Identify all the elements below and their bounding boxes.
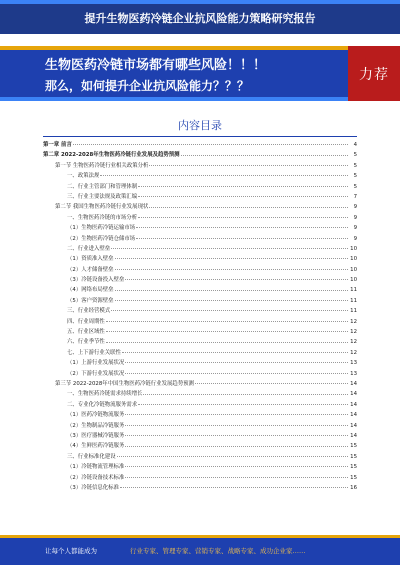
toc-page-number: 9 bbox=[353, 225, 357, 232]
toc-entry-text: （1）冷链物流管理标准 bbox=[67, 464, 125, 471]
toc-entry-text: 六、行业季节性 bbox=[67, 339, 105, 346]
toc-entry[interactable] bbox=[43, 400, 357, 410]
report-title: 提升生物医药冷链企业抗风险能力策略研究报告 bbox=[84, 12, 316, 25]
toc-entry[interactable] bbox=[43, 150, 357, 160]
toc-entry[interactable] bbox=[43, 462, 357, 472]
toc-page-number: 9 bbox=[353, 235, 357, 242]
toc-entry-text: （2）生物制品冷链服务 bbox=[67, 422, 125, 429]
toc-entry[interactable] bbox=[43, 473, 357, 483]
toc-entry-text: 三、行业主要法规及政策汇编 bbox=[67, 193, 138, 200]
toc-page-number: 11 bbox=[350, 308, 357, 315]
toc-leader-dots bbox=[111, 247, 348, 249]
toc-entry-text: （2）下游行业发展状况 bbox=[67, 370, 125, 377]
toc-leader-dots bbox=[125, 361, 348, 363]
toc-page-number: 16 bbox=[350, 484, 357, 491]
toc-entry[interactable] bbox=[43, 369, 357, 379]
toc-page-number: 15 bbox=[350, 443, 357, 450]
toc-entry[interactable] bbox=[43, 161, 357, 171]
toc-page-number: 10 bbox=[350, 256, 357, 263]
toc-entry[interactable] bbox=[43, 192, 357, 202]
toc-entry-text: （2）冷链设备技术标准 bbox=[67, 474, 125, 481]
toc-entry[interactable] bbox=[43, 431, 357, 441]
toc-leader-dots bbox=[120, 486, 348, 488]
toc-page-number: 14 bbox=[350, 380, 357, 387]
toc-entry-text: 第一节 生物医药冷链行业相关政策分析 bbox=[55, 162, 149, 169]
toc-page-number: 14 bbox=[350, 422, 357, 429]
toc-entry-text: 二、专业化冷链物流服务需求 bbox=[67, 401, 138, 408]
banner-gold-stripe bbox=[0, 46, 400, 50]
footer-bar bbox=[0, 535, 400, 565]
banner-subheadline: 那么，如何提升企业抗风险能力？？？ bbox=[45, 79, 250, 93]
toc-leader-dots bbox=[195, 382, 348, 384]
toc-page-number: 12 bbox=[350, 329, 357, 336]
toc-entry[interactable] bbox=[43, 213, 357, 223]
toc-entry[interactable] bbox=[43, 140, 357, 150]
toc-entry[interactable] bbox=[43, 410, 357, 420]
toc-page-number: 10 bbox=[350, 266, 357, 273]
toc-entry[interactable] bbox=[43, 254, 357, 264]
toc-leader-dots bbox=[106, 320, 348, 322]
toc-page-number: 14 bbox=[350, 391, 357, 398]
toc-leader-dots bbox=[125, 465, 348, 467]
toc-page-number: 13 bbox=[350, 360, 357, 367]
brand-badge: 力荐 bbox=[348, 46, 400, 101]
toc-divider bbox=[43, 136, 357, 137]
toc-entry[interactable] bbox=[43, 223, 357, 233]
toc-entry-text: （3）冷链信息化标准 bbox=[67, 484, 119, 491]
toc-entry[interactable] bbox=[43, 317, 357, 327]
toc-entry-text: 一、政策法规 bbox=[67, 173, 100, 180]
toc-page-number: 11 bbox=[350, 297, 357, 304]
toc-entry-text: 五、行业区域性 bbox=[67, 329, 105, 336]
toc-leader-dots bbox=[149, 164, 348, 166]
toc-page-number: 15 bbox=[350, 474, 357, 481]
toc-entry[interactable] bbox=[43, 285, 357, 295]
toc-page-number: 10 bbox=[350, 277, 357, 284]
toc-page-number: 12 bbox=[350, 349, 357, 356]
toc-entry-text: （1）生物医药冷链运输市场 bbox=[67, 225, 136, 232]
report-header-bar bbox=[0, 0, 400, 34]
toc-page-number: 12 bbox=[350, 318, 357, 325]
toc-entry[interactable] bbox=[43, 358, 357, 368]
toc-leader-dots bbox=[125, 278, 348, 280]
toc-entry-text: 一、生物医药冷链的市场分析 bbox=[67, 214, 138, 221]
toc-entry-text: 二、行业进入壁垒 bbox=[67, 245, 111, 252]
toc-leader-dots bbox=[115, 268, 348, 270]
toc-page-number: 7 bbox=[353, 193, 357, 200]
footer-gold-stripe bbox=[0, 535, 400, 538]
toc-leader-dots bbox=[136, 237, 348, 239]
toc-leader-dots bbox=[181, 154, 348, 156]
toc-leader-dots bbox=[125, 434, 348, 436]
toc-leader-dots bbox=[111, 309, 348, 311]
toc-leader-dots bbox=[115, 289, 348, 291]
toc-page-number: 14 bbox=[350, 401, 357, 408]
toc-entry[interactable] bbox=[43, 483, 357, 493]
header-accent-stripe bbox=[0, 0, 400, 4]
toc-entry[interactable] bbox=[43, 441, 357, 451]
toc-entry[interactable] bbox=[43, 275, 357, 285]
toc-entry-text: 三、行业标准化建设 bbox=[67, 453, 116, 460]
toc-leader-dots bbox=[106, 341, 348, 343]
toc-entry[interactable] bbox=[43, 171, 357, 181]
banner-blue-stripe bbox=[0, 97, 400, 101]
toc-leader-dots bbox=[143, 393, 348, 395]
toc-page-number: 5 bbox=[353, 173, 357, 180]
toc-page-number: 5 bbox=[353, 183, 357, 190]
toc-entry-text: （1）医药冷链物流服务 bbox=[67, 412, 125, 419]
toc-leader-dots bbox=[117, 455, 348, 457]
toc-entry[interactable] bbox=[43, 182, 357, 192]
toc-entry[interactable] bbox=[43, 421, 357, 431]
toc-page-number: 10 bbox=[350, 245, 357, 252]
toc-entry[interactable] bbox=[43, 327, 357, 337]
toc-entry-text: （1）上游行业发展状况 bbox=[67, 360, 125, 367]
footer-slogan-left: 让每个人都能成为 bbox=[45, 547, 97, 555]
toc-entry[interactable] bbox=[43, 348, 357, 358]
toc-page-number: 9 bbox=[353, 214, 357, 221]
footer-slogan-right: 行业专家、管理专家、营销专家、战略专家、成功企业家…… bbox=[130, 547, 306, 555]
toc-leader-dots bbox=[125, 445, 348, 447]
toc-title: 内容目录 bbox=[178, 119, 222, 132]
toc-page-number: 14 bbox=[350, 432, 357, 439]
toc-entry[interactable] bbox=[43, 379, 357, 389]
toc-entry[interactable] bbox=[43, 337, 357, 347]
toc-leader-dots bbox=[136, 226, 348, 228]
toc-entry-text: 第二章 2022-2028年生物医药冷链行业发展及趋势预测 bbox=[43, 152, 180, 159]
toc-leader-dots bbox=[138, 403, 348, 405]
toc-entry[interactable] bbox=[43, 244, 357, 254]
toc-leader-dots bbox=[125, 413, 348, 415]
toc-entry[interactable] bbox=[43, 296, 357, 306]
toc-entry[interactable] bbox=[43, 452, 357, 462]
toc-entry-text: （4）生鲜医药冷链服务 bbox=[67, 443, 125, 450]
toc-leader-dots bbox=[73, 143, 348, 145]
toc-entry-text: 第三节 2022-2028年中国生物医药冷链行业发展趋势预测 bbox=[55, 380, 194, 387]
toc-page-number: 9 bbox=[353, 204, 357, 211]
toc-entry-text: （2）生物医药冷链仓储市场 bbox=[67, 235, 136, 242]
toc-entry-text: 第一章 前言 bbox=[43, 142, 72, 148]
toc-entry-text: 四、行业周期性 bbox=[67, 318, 105, 325]
toc-page-number: 5 bbox=[353, 152, 357, 159]
toc-page-number: 11 bbox=[350, 287, 357, 294]
toc-leader-dots bbox=[125, 372, 348, 374]
toc-entry-text: （4）网络布局壁垒 bbox=[67, 287, 114, 294]
toc-leader-dots bbox=[106, 330, 348, 332]
toc-entry-text: 二、行业主管部门和管理体制 bbox=[67, 183, 138, 190]
toc-page-number: 14 bbox=[350, 412, 357, 419]
toc-entry[interactable] bbox=[43, 389, 357, 399]
toc-page-number: 12 bbox=[350, 339, 357, 346]
toc-entry-text: （2）人才储备壁垒 bbox=[67, 266, 114, 273]
toc-entry[interactable] bbox=[43, 265, 357, 275]
toc-entry-text: （1）资质准入壁垒 bbox=[67, 256, 114, 263]
promo-banner bbox=[0, 46, 400, 101]
toc-page-number: 15 bbox=[350, 453, 357, 460]
toc-leader-dots bbox=[138, 216, 348, 218]
toc-entry-text: 一、生物医药冷链需求持续增长 bbox=[67, 391, 143, 398]
banner-headline: 生物医药冷链市场都有哪些风险！！！ bbox=[45, 58, 267, 73]
toc-leader-dots bbox=[122, 351, 348, 353]
toc-leader-dots bbox=[100, 174, 348, 176]
toc-page-number: 5 bbox=[353, 162, 357, 169]
table-of-contents bbox=[43, 140, 357, 493]
toc-page-number: 13 bbox=[350, 370, 357, 377]
toc-entry-text: （3）冷链设备投入壁垒 bbox=[67, 277, 125, 284]
toc-leader-dots bbox=[115, 299, 348, 301]
toc-entry-text: 七、上下游行业关联性 bbox=[67, 349, 121, 356]
toc-page-number: 4 bbox=[353, 142, 357, 148]
toc-entry-text: （3）医疗器械冷链服务 bbox=[67, 432, 125, 439]
toc-leader-dots bbox=[149, 206, 348, 208]
toc-entry-text: 三、行业经营模式 bbox=[67, 308, 111, 315]
toc-leader-dots bbox=[125, 476, 348, 478]
toc-entry[interactable] bbox=[43, 234, 357, 244]
toc-entry[interactable] bbox=[43, 202, 357, 212]
toc-entry-text: 第二节 我国生物医药冷链行业发展现状 bbox=[55, 204, 149, 211]
toc-entry[interactable] bbox=[43, 306, 357, 316]
toc-leader-dots bbox=[115, 257, 348, 259]
toc-entry-text: （5）客户资源壁垒 bbox=[67, 297, 114, 304]
toc-leader-dots bbox=[125, 424, 348, 426]
toc-leader-dots bbox=[138, 195, 348, 197]
toc-page-number: 15 bbox=[350, 464, 357, 471]
toc-leader-dots bbox=[138, 185, 348, 187]
